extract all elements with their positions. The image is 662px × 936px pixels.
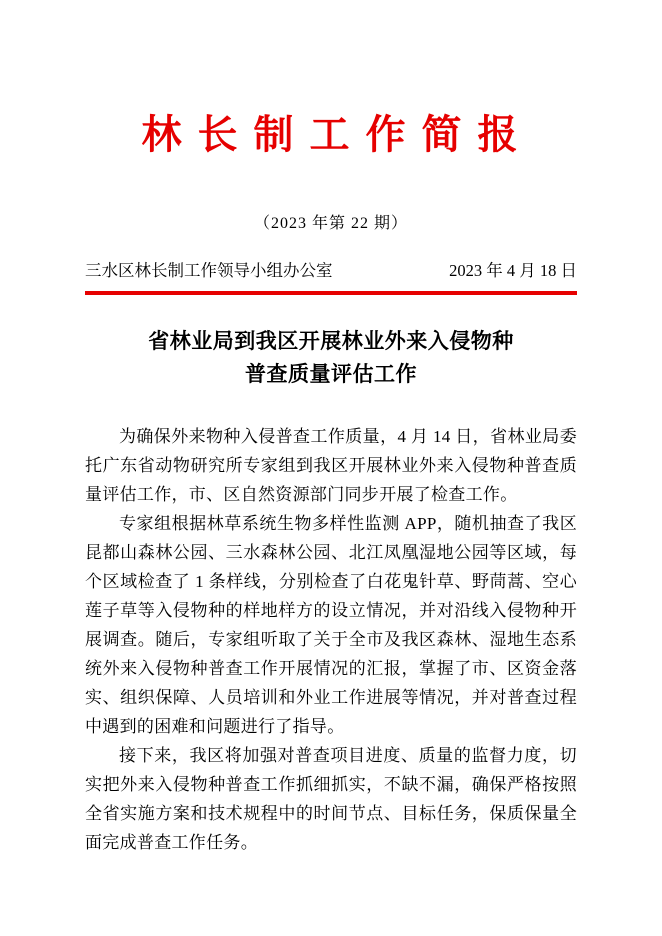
red-divider [85,291,577,295]
issue-date: 2023 年 4 月 18 日 [449,261,577,280]
paragraph-1: 为确保外来物种入侵普查工作质量，4 月 14 日，省林业局委托广东省动物研究所专家组到我区开展林业外来入侵物种普查质量评估工作，市、区自然资源部门同步开展了检查工作。 [85,427,577,505]
article-body [85,422,577,857]
masthead-title: 林 长 制 工 作 简 报 [141,112,521,157]
issuing-office: 三水区林长制工作领导小组办公室 [85,261,333,280]
paragraph-3: 接下来，我区将加强对普查项目进度、质量的监督力度，切实把外来入侵物种普查工作抓细抓实，不缺不漏，确保严格按照全省实施方案和技术规程中的时间节点、目标任务，保质保量全面完成普查工作任务。 [85,746,577,853]
article-title-line-2: 普查质量评估工作 [245,361,417,386]
article-title-line-1: 省林业局到我区开展林业外来入侵物种 [148,329,514,353]
issue-number: （2023 年第 22 期） [253,215,408,232]
paragraph-2: 专家组根据林草系统生物多样性监测 APP，随机抽查了我区昆都山森林公园、三水森林公园、北江凤凰湿地公园等区域，每个区域检查了 1 条样线，分别检查了白花鬼针草、野茼蒿、空心莲子草等入侵物种的样地样方的设立情况，并对沿线入侵物种开展调查。随后，专家组听取了关于全市及我区森林、湿地生态系统外来入侵物种普查工作开展情况的汇报，掌握了市、区资金落实、组织保障、人员培训和外业工作进展等情况，并对普查过程中遇到的困难和问题进行了指导。 [85,514,577,737]
article-title [85,325,577,390]
meta-row [85,257,577,289]
